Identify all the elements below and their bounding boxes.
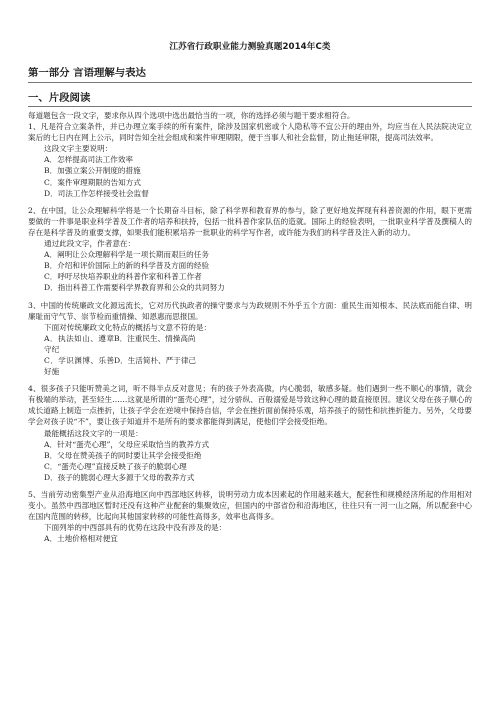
option-a: A．土地价格相对便宜	[44, 534, 118, 544]
part-heading: 第一部分 言语理解与表达	[28, 64, 472, 83]
option-b: B．注重民生、情操高尚	[114, 333, 196, 343]
option-d: D．指出科普工作需要科学界教育界和公众的共同努力	[44, 283, 225, 293]
option-a: A．怎样提高司法工作效率	[44, 155, 134, 165]
question-1	[28, 121, 472, 199]
option-b: B．加强立案公开制度的措施	[44, 166, 141, 176]
option-d: D．司法工作怎样接受社会监督	[44, 188, 149, 198]
document-title: 江苏省行政职业能力测验真题2014年C类	[169, 42, 331, 52]
option-c: C．学识渊博、乐善好施	[44, 355, 114, 377]
question-text: 4、很多孩子只能听赞美之词，听不得半点反对意见；有的孩子外表高傲，内心脆弱，敏感多疑。他们遇到一些不顺心的事情，就会有极端的举动，甚至轻生……这就是所谓的“蛋壳心理”，过分骄纵、百般溺爱是导致这种心理的最直接原因。建议父母在孩子顺心的成长道路上制造一点挫折，让孩子学会在逆境中保持自信，学会在挫折面前保持乐观，培养孩子的韧性和抗挫折能力。另外，父母要学会对孩子说“不”，要让孩子知道并不是所有的要求都能得到满足，使他们学会接受拒绝。	[28, 384, 472, 427]
question-stem: 最能概括这段文字的一项是：	[44, 428, 143, 438]
section-instructions: 每道题包含一段文字，要求你从四个选项中选出最恰当的一项，你的选择必须与题干要求相符合。	[28, 111, 355, 120]
option-d: D．生活简朴、严于律己	[114, 355, 197, 365]
option-a: A．阐明让公众理解科学是一项长期而艰巨的任务	[44, 250, 209, 260]
question-5	[28, 489, 472, 544]
question-text: 1、凡是符合立案条件，并已办理立案手续的所有案件，除涉及国家机密或个人隐私等不宜公开的理由外，均应当在人民法院决定立案后的七日内在网上公示，同时告知全社会组成和案件审理期限，便于当事人和社会监督，防止拖延审限，提高司法效率。	[28, 122, 472, 143]
option-a: A．针对“蛋壳心理”，父母应采取恰当的教养方式	[44, 439, 210, 449]
option-c: C．“蛋壳心理”直接反映了孩子的脆弱心理	[44, 461, 187, 471]
question-stem: 这段文字主要说明：	[44, 144, 113, 154]
question-4	[28, 383, 472, 483]
question-2	[28, 205, 472, 294]
option-row-ab	[28, 333, 472, 355]
question-stem: 通过此段文字，作者意在：	[44, 239, 136, 249]
question-text: 3、中国的传统廉政文化源远流长，它对历代执政者的操守要求与为政规则不外乎五个方面：重民生而知根本、民法底而能自律、明廉耻而守气节、崇节检而重情操、知恩惠而思报国。	[28, 300, 472, 321]
question-text: 2、在中国，让公众理解科学将是一个长期奋斗目标，除了科学界和教育界的参与，除了更好地发挥现有科普资源的作用，眼下更需要做的一件事是职业科学普及工作者的培养和扶持，包括一批科普作家队伍的造就。国际上的经验表明，一批职业科学普及撰稿人的存在是科学普及的重要支撑，如果我们能积累培养一批职业的科学写作者，或许能为我们的科学普及注入新的动力。	[28, 205, 472, 237]
option-b: B．介绍和评价国际上的新的科学普及方面的经验	[44, 261, 210, 271]
question-text: 5、当前劳动密集型产业从沿海地区向中西部地区转移，说明劳动力成本因素起的作用越来越大，配套性和规模经济所起的作用相对变小。虽然中西部地区暂时还没有这种产业配套的集聚效应，但国内的中部省份和沿海地区，往往只有一河一山之隔，所以配套中心在国内范围的转移，比起向其他国家转移的可能性高得多，效率也高得多。	[28, 490, 472, 522]
question-stem: 下面列举的中西部具有的优势在这段中没有涉及的是：	[44, 523, 227, 533]
option-c: C．呼吁尽快培养职业的科普作家和科普工作者	[44, 272, 202, 282]
question-3	[28, 300, 472, 378]
question-stem: 下面对传统廉政文化特点的概括与文意不符的是：	[44, 322, 212, 332]
option-c: C．案件审理期限的告知方式	[44, 177, 141, 187]
option-b: B．父母在赞美孩子的同时要让其学会接受拒绝	[44, 450, 202, 460]
document-page	[28, 40, 472, 544]
option-row-cd	[28, 355, 472, 377]
option-d: D．孩子的脆弱心理大多源于父母的教养方式	[44, 472, 195, 482]
option-a: A．执法如山、遵章守纪	[44, 333, 114, 354]
section-heading: 一、片段阅读	[28, 89, 472, 107]
